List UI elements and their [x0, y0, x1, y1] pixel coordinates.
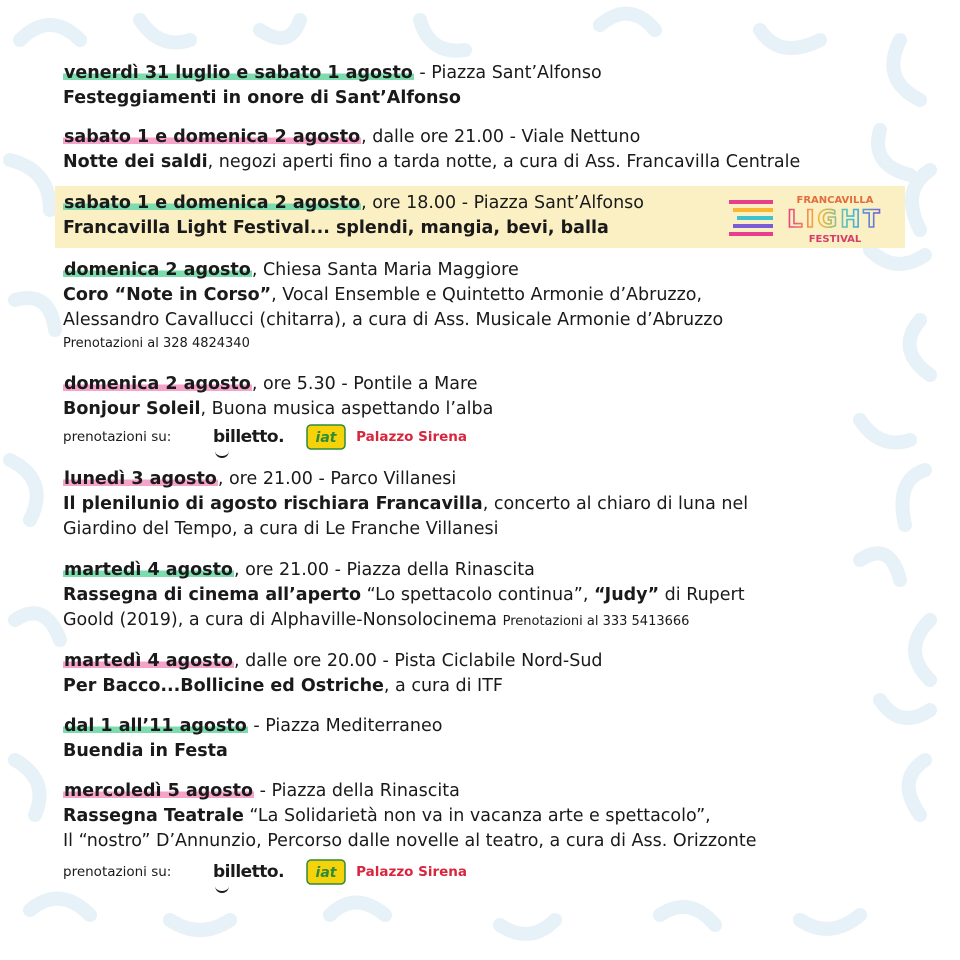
iat-text: iat — [315, 430, 337, 446]
event-date: domenica 2 agosto — [64, 374, 251, 394]
event-place: , ore 5.30 - Pontile a Mare — [251, 374, 478, 394]
iat-logo[interactable] — [306, 424, 346, 450]
event-date: dal 1 all’11 agosto — [64, 716, 247, 736]
event-place: - Piazza Sant’Alfonso — [413, 63, 602, 83]
event-item — [63, 125, 903, 175]
event-description: Goold (2019), a cura di Alphaville-Nonsolocinema — [63, 610, 503, 630]
event-header — [63, 649, 903, 674]
event-description: , Buona musica aspettando l’alba — [200, 399, 494, 419]
event-description: “La Solidarietà non va in vacanza arte e spettacolo”, — [243, 806, 711, 826]
event-place: , ore 18.00 - Piazza Sant’Alfonso — [361, 193, 644, 213]
event-item — [63, 558, 903, 634]
event-title: Coro “Note in Corso” — [63, 285, 272, 305]
iat-text: iat — [315, 865, 337, 881]
event-date: sabato 1 e domenica 2 agosto — [64, 127, 361, 147]
event-item — [63, 61, 903, 111]
billetto-text: billetto. — [213, 862, 285, 882]
logo-line1: FRANCAVILLA — [796, 195, 874, 206]
event-item — [63, 372, 903, 452]
event-header — [63, 258, 903, 283]
event-film-title: “Judy” — [593, 585, 660, 605]
event-title-line — [63, 150, 903, 175]
event-description: , concerto al chiaro di luna nel — [482, 494, 749, 514]
booking-label: prenotazioni su: — [63, 864, 172, 880]
event-booking-note: Prenotazioni al 333 5413666 — [502, 614, 690, 629]
event-title-line — [63, 583, 903, 608]
event-item — [63, 714, 903, 764]
billetto-smile-icon — [215, 450, 229, 458]
logo-line2: LIGHT — [787, 205, 883, 233]
event-date: martedì 4 agosto — [64, 651, 233, 671]
event-description: “Lo spettacolo continua”, — [361, 585, 594, 605]
billetto-logo[interactable] — [213, 857, 284, 887]
event-date: sabato 1 e domenica 2 agosto — [64, 193, 361, 213]
event-date: lunedì 3 agosto — [64, 469, 217, 489]
event-title: Bonjour Soleil — [63, 399, 201, 419]
event-header — [63, 372, 903, 397]
light-festival-logo — [727, 190, 897, 246]
event-description: di Rupert — [659, 585, 745, 605]
billetto-logo[interactable] — [213, 422, 284, 452]
event-item — [63, 649, 903, 699]
event-title-line — [63, 283, 903, 308]
iat-logo[interactable] — [306, 859, 346, 885]
event-description: , a cura di ITF — [383, 676, 503, 696]
event-header — [63, 714, 903, 739]
event-title: Francavilla Light Festival... splendi, mangia, bevi, balla — [63, 218, 609, 238]
billetto-smile-icon — [215, 885, 229, 893]
booking-row — [63, 422, 903, 452]
event-item — [63, 467, 903, 542]
event-description: , Vocal Ensemble e Quintetto Armonie d’Abruzzo, — [271, 285, 703, 305]
palazzo-sirena-logo[interactable]: Palazzo Sirena — [356, 429, 468, 445]
event-title: Festeggiamenti in onore di Sant’Alfonso — [63, 88, 461, 108]
event-description-line: Giardino del Tempo, a cura di Le Franche Villanesi — [63, 519, 499, 539]
event-date: martedì 4 agosto — [64, 560, 233, 580]
event-title-line — [63, 674, 903, 699]
event-header — [63, 125, 903, 150]
event-description: , negozi aperti fino a tarda notte, a cura di Ass. Francavilla Centrale — [207, 152, 801, 172]
event-header — [63, 558, 903, 583]
billetto-text: billetto. — [213, 427, 285, 447]
event-description-line — [63, 608, 903, 634]
booking-label: prenotazioni su: — [63, 429, 172, 445]
event-place: - Piazza Mediterraneo — [247, 716, 443, 736]
event-title: Per Bacco...Bollicine ed Ostriche — [63, 676, 384, 696]
booking-row — [63, 857, 903, 887]
event-title: Notte dei saldi — [63, 152, 208, 172]
event-place: , ore 21.00 - Piazza della Rinascita — [233, 560, 535, 580]
event-booking-note: Prenotazioni al 328 4824340 — [63, 336, 250, 351]
event-place: - Piazza della Rinascita — [254, 781, 460, 801]
event-place: , ore 21.00 - Parco Villanesi — [217, 469, 457, 489]
event-title: Il plenilunio di agosto rischiara Francavilla — [63, 494, 483, 514]
event-item — [63, 258, 903, 355]
event-title-line — [63, 86, 903, 111]
event-title: Rassegna Teatrale — [63, 806, 244, 826]
event-date: venerdì 31 luglio e sabato 1 agosto — [64, 63, 413, 83]
event-title: Buendia in Festa — [63, 741, 228, 761]
event-header — [63, 61, 903, 86]
event-title-line — [63, 492, 903, 517]
event-description-line: Il “nostro” D’Annunzio, Percorso dalle novelle al teatro, a cura di Ass. Orizzonte — [63, 831, 757, 851]
logo-line3: FESTIVAL — [808, 234, 862, 245]
event-date: domenica 2 agosto — [64, 260, 251, 280]
event-title-line — [63, 397, 903, 422]
event-title-line — [63, 804, 903, 829]
event-date: mercoledì 5 agosto — [64, 781, 254, 801]
event-title: Rassegna di cinema all’aperto — [63, 585, 362, 605]
event-place: , dalle ore 20.00 - Pista Ciclabile Nord-Sud — [233, 651, 603, 671]
event-header — [63, 779, 903, 804]
event-title-line — [63, 739, 903, 764]
event-item — [63, 779, 903, 887]
event-header — [63, 467, 903, 492]
event-place: , Chiesa Santa Maria Maggiore — [251, 260, 519, 280]
palazzo-sirena-logo[interactable]: Palazzo Sirena — [356, 864, 468, 880]
event-description-line: Alessandro Cavallucci (chitarra), a cura di Ass. Musicale Armonie d’Abruzzo — [63, 310, 724, 330]
event-place: , dalle ore 21.00 - Viale Nettuno — [361, 127, 641, 147]
